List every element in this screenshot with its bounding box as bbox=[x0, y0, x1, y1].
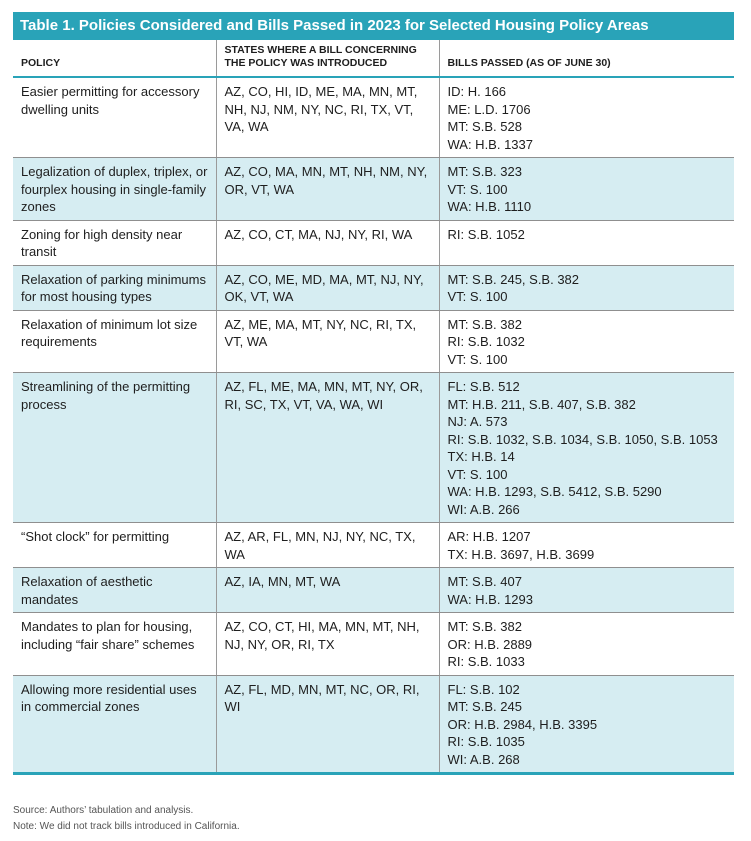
bill-entry: WA: H.B. 1110 bbox=[447, 199, 532, 214]
bill-entry: AR: H.B. 1207 bbox=[447, 529, 531, 544]
bill-entry: RI: S.B. 1052 bbox=[447, 226, 525, 242]
bill-entry: VT: S. 100 bbox=[447, 289, 508, 304]
bill-entry: FL: S.B. 102 bbox=[447, 681, 520, 697]
states-cell: AZ, ME, MA, MT, NY, NC, RI, TX, VT, WA bbox=[216, 310, 439, 373]
bill-entry: VT: S. 100 bbox=[447, 466, 508, 482]
table-row bbox=[13, 613, 734, 676]
bill-entry: WI: A.B. 266 bbox=[447, 501, 520, 517]
bill-entry: MT: S.B. 245 bbox=[447, 699, 522, 714]
bill-entry: TX: H.B. 3697, H.B. 3699 bbox=[447, 546, 595, 562]
bill-entry: TX: H.B. 14 bbox=[447, 449, 515, 464]
bills-cell bbox=[439, 77, 734, 158]
footnote: Note: We did not track bills introduced in California. bbox=[13, 821, 240, 832]
policy-cell: Zoning for high density near transit bbox=[13, 220, 216, 265]
states-cell: AZ, CO, MA, MN, MT, NH, NM, NY, OR, VT, WA bbox=[216, 158, 439, 221]
table-title: Table 1. Policies Considered and Bills Passed in 2023 for Selected Housing Policy Areas bbox=[13, 12, 734, 40]
table-notes bbox=[13, 803, 240, 835]
table-body bbox=[13, 77, 734, 774]
table-row bbox=[13, 675, 734, 774]
bills-cell bbox=[439, 523, 734, 568]
bill-entry: RI: S.B. 1032, S.B. 1034, S.B. 1050, S.B. 1053 bbox=[447, 431, 718, 447]
states-cell: AZ, CO, ME, MD, MA, MT, NJ, NY, OK, VT, WA bbox=[216, 265, 439, 310]
states-cell: AZ, FL, MD, MN, MT, NC, OR, RI, WI bbox=[216, 675, 439, 774]
bill-entry: RI: S.B. 1032 bbox=[447, 334, 525, 349]
policy-table bbox=[13, 40, 734, 775]
states-cell: AZ, CO, CT, MA, NJ, NY, RI, WA bbox=[216, 220, 439, 265]
bill-entry: OR: H.B. 2889 bbox=[447, 636, 533, 652]
bill-entry: RI: S.B. 1035 bbox=[447, 734, 525, 749]
bill-entry: WA: H.B. 1293 bbox=[447, 591, 533, 607]
policy-cell: Legalization of duplex, triplex, or fourplex housing in single-family zones bbox=[13, 158, 216, 221]
bill-entry: MT: S.B. 382 bbox=[447, 316, 522, 332]
column-header-states: STATES WHERE A BILL CONCERNING THE POLICY WAS INTRODUCED bbox=[216, 40, 439, 77]
bills-cell bbox=[439, 568, 734, 613]
table-row bbox=[13, 310, 734, 373]
bill-entry: VT: S. 100 bbox=[447, 351, 508, 367]
bill-entry: VT: S. 100 bbox=[447, 181, 508, 197]
table-row bbox=[13, 158, 734, 221]
bills-cell bbox=[439, 310, 734, 373]
bill-entry: MT: S.B. 245, S.B. 382 bbox=[447, 271, 580, 287]
table-header-row bbox=[13, 40, 734, 77]
column-header-policy: POLICY bbox=[13, 40, 216, 77]
bills-cell bbox=[439, 265, 734, 310]
states-cell: AZ, AR, FL, MN, NJ, NY, NC, TX, WA bbox=[216, 523, 439, 568]
policy-cell: Relaxation of aesthetic mandates bbox=[13, 568, 216, 613]
bill-entry: MT: S.B. 323 bbox=[447, 164, 522, 179]
bill-entry: WA: H.B. 1337 bbox=[447, 136, 533, 152]
bills-cell bbox=[439, 220, 734, 265]
table-row bbox=[13, 220, 734, 265]
policy-cell: “Shot clock” for permitting bbox=[13, 523, 216, 568]
bill-entry: WA: H.B. 1293, S.B. 5412, S.B. 5290 bbox=[447, 484, 662, 499]
table-row bbox=[13, 265, 734, 310]
bill-entry: RI: S.B. 1033 bbox=[447, 654, 525, 669]
bills-cell bbox=[439, 158, 734, 221]
bill-entry: MT: H.B. 211, S.B. 407, S.B. 382 bbox=[447, 396, 636, 412]
bills-cell bbox=[439, 613, 734, 676]
table-row bbox=[13, 523, 734, 568]
source-note: Source: Authors’ tabulation and analysis. bbox=[13, 805, 194, 816]
policy-cell: Relaxation of parking minimums for most housing types bbox=[13, 265, 216, 310]
states-cell: AZ, CO, HI, ID, ME, MA, MN, MT, NH, NJ, NM, NY, NC, RI, TX, VT, VA, WA bbox=[216, 77, 439, 158]
bill-entry: ME: L.D. 1706 bbox=[447, 101, 531, 117]
states-cell: AZ, CO, CT, HI, MA, MN, MT, NH, NJ, NY, OR, RI, TX bbox=[216, 613, 439, 676]
policy-cell: Easier permitting for accessory dwelling units bbox=[13, 77, 216, 158]
policy-cell: Streamlining of the permitting process bbox=[13, 373, 216, 523]
column-header-bills: BILLS PASSED (AS OF JUNE 30) bbox=[439, 40, 734, 77]
bill-entry: WI: A.B. 268 bbox=[447, 751, 520, 767]
policy-cell: Relaxation of minimum lot size requirements bbox=[13, 310, 216, 373]
table-row bbox=[13, 373, 734, 523]
policy-cell: Allowing more residential uses in commercial zones bbox=[13, 675, 216, 774]
bill-entry: NJ: A. 573 bbox=[447, 414, 508, 429]
bill-entry: OR: H.B. 2984, H.B. 3395 bbox=[447, 716, 598, 732]
bill-entry: MT: S.B. 382 bbox=[447, 619, 522, 634]
table-row bbox=[13, 77, 734, 158]
table-row bbox=[13, 568, 734, 613]
policy-table-container bbox=[13, 12, 734, 775]
states-cell: AZ, FL, ME, MA, MN, MT, NY, OR, RI, SC, TX, VT, VA, WA, WI bbox=[216, 373, 439, 523]
bill-entry: MT: S.B. 528 bbox=[447, 119, 522, 134]
bill-entry: MT: S.B. 407 bbox=[447, 574, 522, 589]
bill-entry: FL: S.B. 512 bbox=[447, 379, 520, 394]
bills-cell bbox=[439, 373, 734, 523]
states-cell: AZ, IA, MN, MT, WA bbox=[216, 568, 439, 613]
bills-cell bbox=[439, 675, 734, 774]
policy-cell: Mandates to plan for housing, including “fair share” schemes bbox=[13, 613, 216, 676]
bill-entry: ID: H. 166 bbox=[447, 84, 507, 99]
